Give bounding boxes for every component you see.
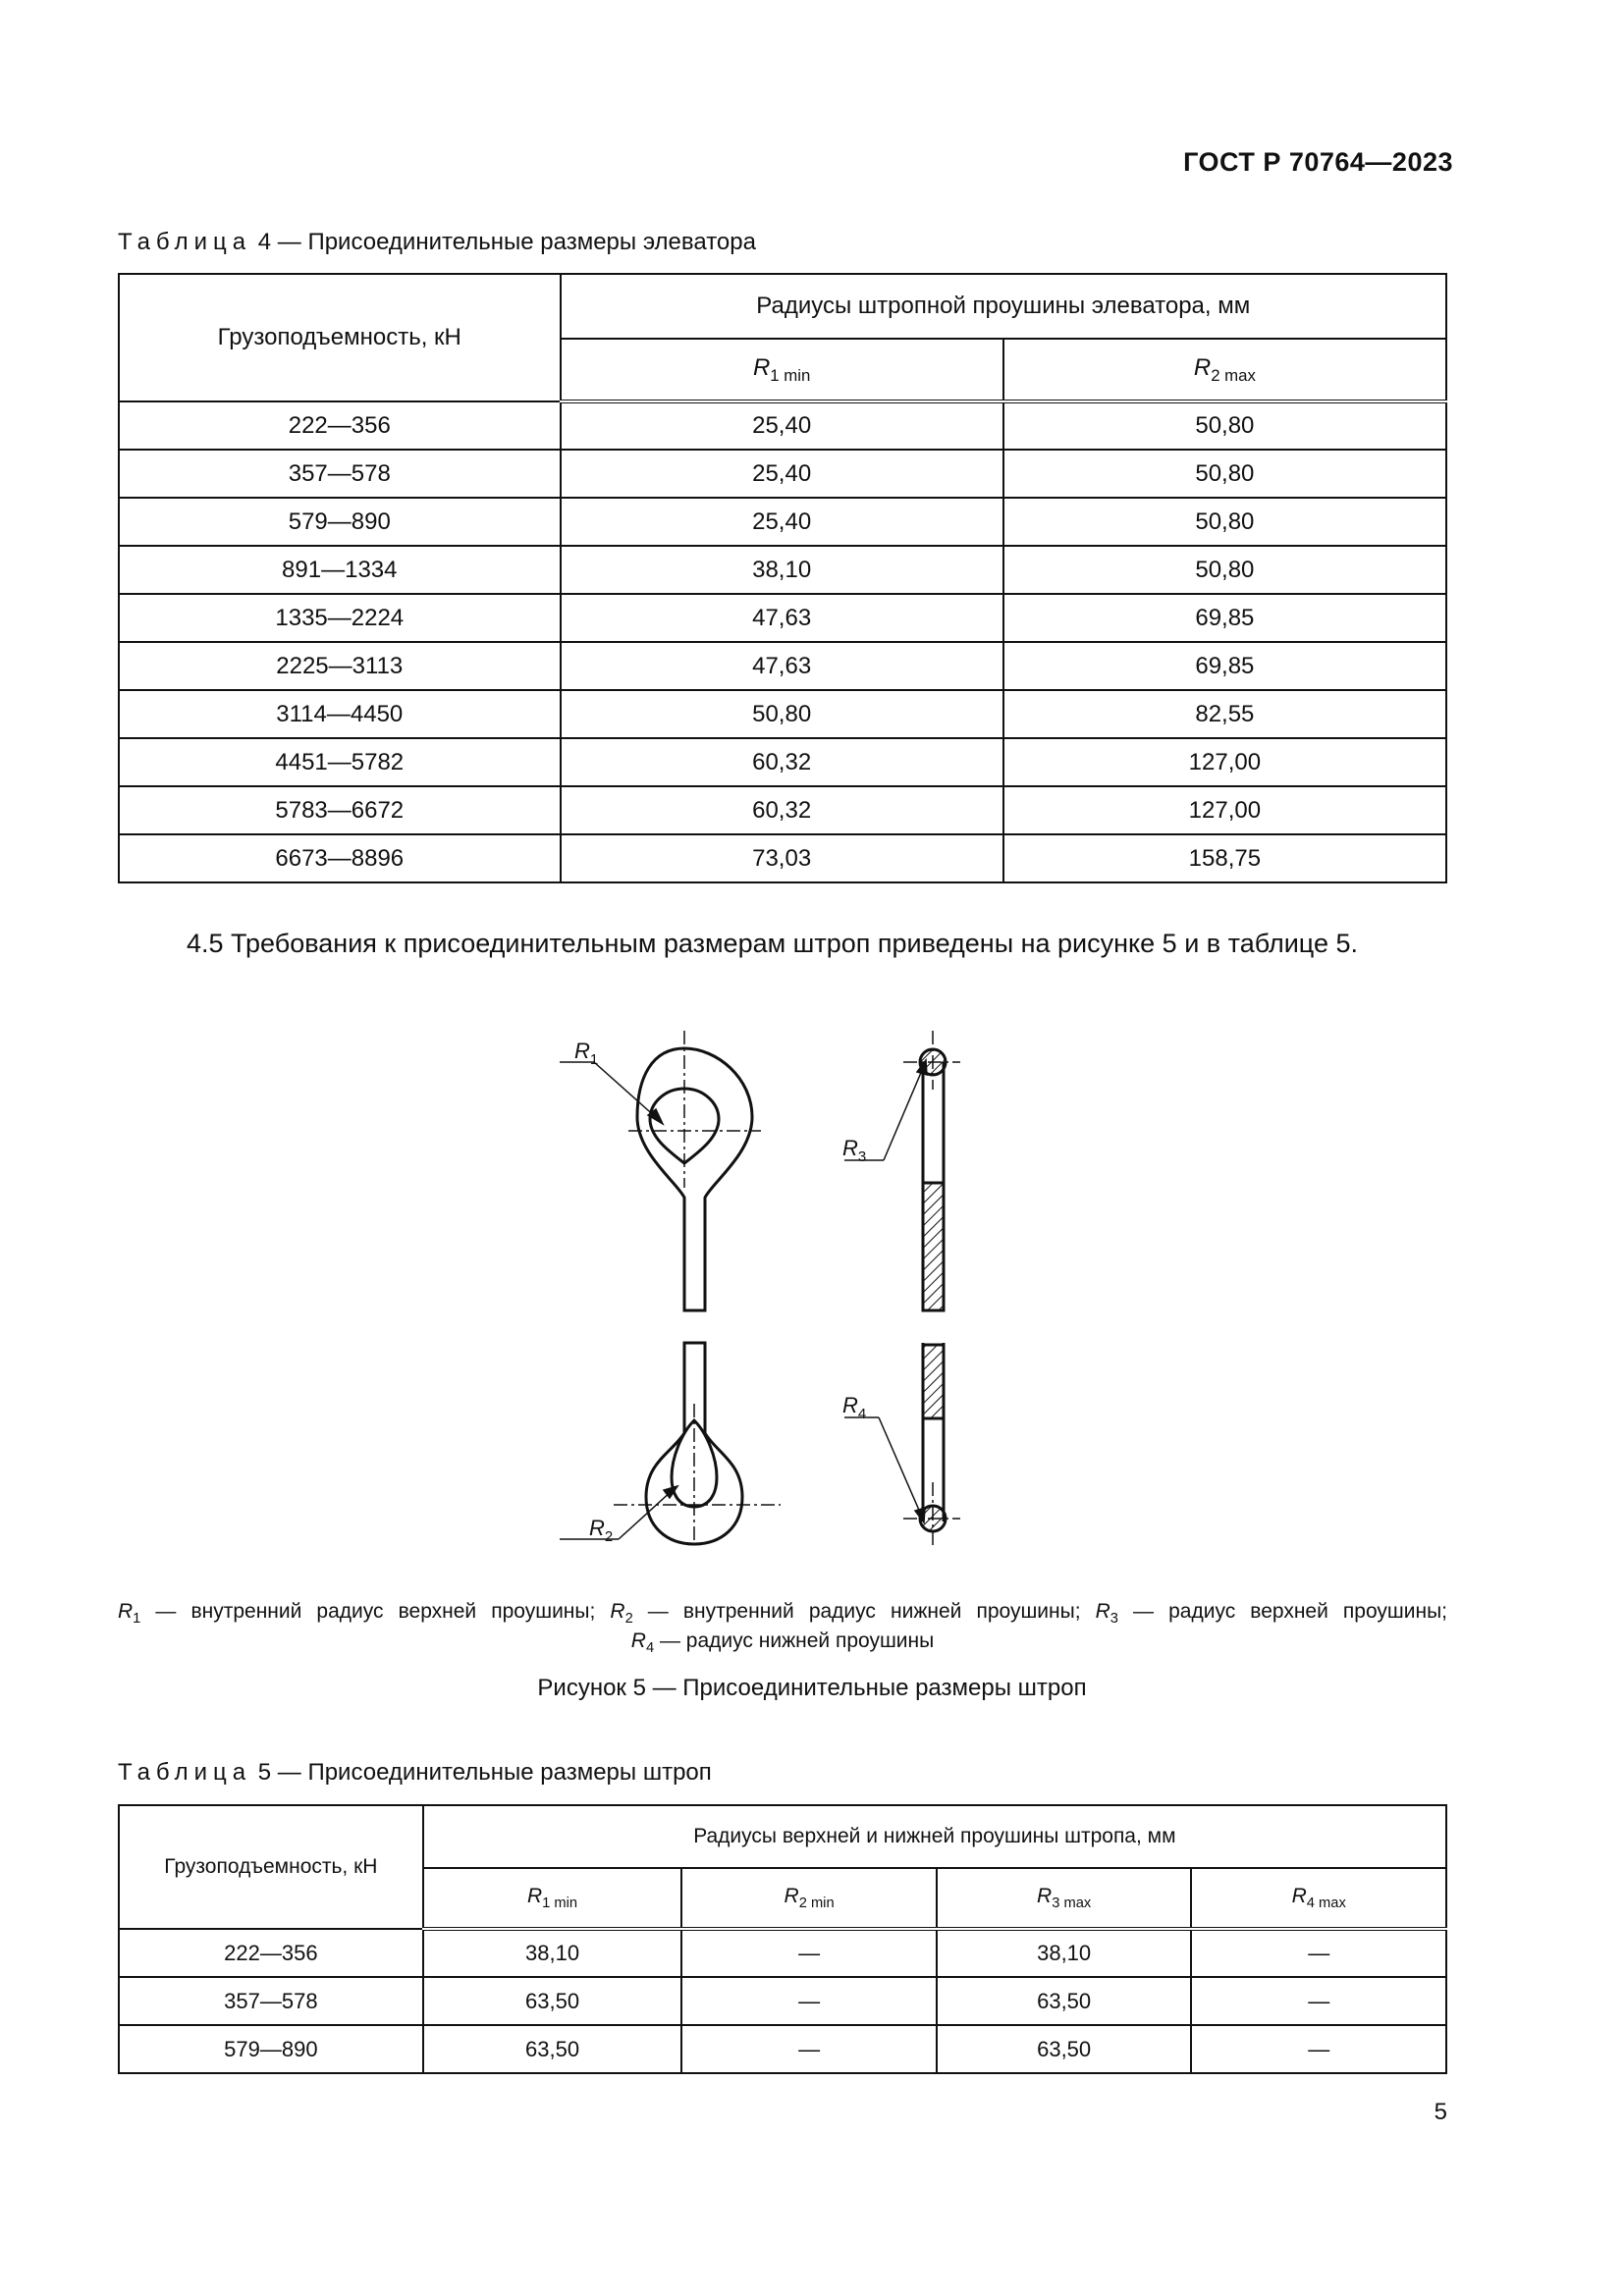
table4-col-capacity-header: Грузоподъемность, кН <box>119 274 561 401</box>
table-row <box>119 1977 1446 2025</box>
table5-caption <box>118 1759 712 1787</box>
upper-link-eye <box>637 1048 752 1310</box>
table4-subheader-r1min: $R_{1 min}$ <box>561 339 1003 401</box>
table5-subheader-r2min: $R_{2 min}$ <box>681 1868 937 1929</box>
figure5-legend-line1: $R_1$ — внутренний радиус верхней проушины; $R_2$ — внутренний радиус нижней проушины; $R_3$ — радиус верхней проушины; <box>118 1600 1447 1628</box>
table-cell: 5783—6672 <box>119 786 561 834</box>
table-cell: — <box>681 2025 937 2073</box>
table-cell: 1335—2224 <box>119 594 561 642</box>
label-r2: $R_2$ <box>589 1516 614 1545</box>
document-id: ГОСТ Р 70764—2023 <box>1183 147 1453 177</box>
table-cell: 579—890 <box>119 2025 423 2073</box>
table-row <box>119 450 1446 498</box>
table-cell: 38,10 <box>423 1929 682 1977</box>
table-cell: 63,50 <box>937 1977 1192 2025</box>
table4 <box>118 273 1447 883</box>
center-lines <box>614 1031 960 1546</box>
table-cell: 222—356 <box>119 401 561 450</box>
table-cell: 25,40 <box>561 401 1003 450</box>
table5-caption-prefix: Таблица <box>118 1759 252 1786</box>
table4-subheader-r2max: $R_{2 max}$ <box>1003 339 1446 401</box>
table-cell: 357—578 <box>119 450 561 498</box>
table-cell: 50,80 <box>561 690 1003 738</box>
table-cell: 579—890 <box>119 498 561 546</box>
table-cell: 69,85 <box>1003 594 1446 642</box>
table5-subheader-r1min: $R_{1 min}$ <box>423 1868 682 1929</box>
table-cell: 60,32 <box>561 786 1003 834</box>
table-row <box>119 498 1446 546</box>
table-cell: 50,80 <box>1003 401 1446 450</box>
table-cell: 127,00 <box>1003 786 1446 834</box>
table-cell: 25,40 <box>561 498 1003 546</box>
table-cell: — <box>1191 1929 1446 1977</box>
table-row <box>119 642 1446 690</box>
table-cell: 38,10 <box>561 546 1003 594</box>
table-cell: — <box>1191 2025 1446 2073</box>
table-row <box>119 834 1446 882</box>
table4-caption-title: 4 — Присоединительные размеры элеватора <box>251 229 756 255</box>
figure5-caption: Рисунок 5 — Присоединительные размеры штроп <box>537 1675 1087 1701</box>
table-row <box>119 2025 1446 2073</box>
table-cell: 222—356 <box>119 1929 423 1977</box>
table-cell: 60,32 <box>561 738 1003 786</box>
table-cell: 127,00 <box>1003 738 1446 786</box>
page-number: 5 <box>1434 2099 1447 2125</box>
table5-caption-title: 5 — Присоединительные размеры штроп <box>251 1759 712 1786</box>
table5 <box>118 1804 1447 2074</box>
table-cell: — <box>1191 1977 1446 2025</box>
figure5-legend-line2: $R_4$ — радиус нижней проушины <box>630 1629 935 1657</box>
figure-labels <box>574 1039 866 1545</box>
table-cell: 82,55 <box>1003 690 1446 738</box>
table-cell: 6673—8896 <box>119 834 561 882</box>
table-cell: 4451—5782 <box>119 738 561 786</box>
table-row <box>119 690 1446 738</box>
table-cell: — <box>681 1977 937 2025</box>
table-cell: 357—578 <box>119 1977 423 2025</box>
leader-lines <box>560 1060 927 1539</box>
table-row <box>119 594 1446 642</box>
table-cell: 69,85 <box>1003 642 1446 690</box>
table-cell: 63,50 <box>423 1977 682 2025</box>
table4-caption-prefix: Таблица <box>118 229 252 255</box>
table-row <box>119 1929 1446 1977</box>
table-cell: 47,63 <box>561 642 1003 690</box>
table5-subheader-r3max: $R_{3 max}$ <box>937 1868 1192 1929</box>
table-cell: 47,63 <box>561 594 1003 642</box>
table-row <box>119 738 1446 786</box>
label-r4: $R_4$ <box>842 1393 867 1422</box>
label-r3: $R_3$ <box>842 1136 867 1165</box>
label-r1: $R_1$ <box>574 1039 599 1068</box>
table-cell: 50,80 <box>1003 498 1446 546</box>
table-row <box>119 401 1446 450</box>
table-cell: 2225—3113 <box>119 642 561 690</box>
table-cell: 63,50 <box>423 2025 682 2073</box>
table-cell: 158,75 <box>1003 834 1446 882</box>
table5-col-capacity-header: Грузоподъемность, кН <box>119 1805 423 1929</box>
table-cell: — <box>681 1929 937 1977</box>
table-cell: 50,80 <box>1003 546 1446 594</box>
table-cell: 38,10 <box>937 1929 1192 1977</box>
table-cell: 50,80 <box>1003 450 1446 498</box>
table-cell: 891—1334 <box>119 546 561 594</box>
table5-group-header: Радиусы верхней и нижней проушины штропа, мм <box>423 1805 1446 1868</box>
table5-subheader-r4max: $R_{4 max}$ <box>1191 1868 1446 1929</box>
table4-caption <box>118 229 756 256</box>
paragraph-4-5: 4.5 Требования к присоединительным размерам штроп приведены на рисунке 5 и в таблице 5. <box>187 929 1358 958</box>
table-cell: 63,50 <box>937 2025 1192 2073</box>
table4-group-header: Радиусы штропной проушины элеватора, мм <box>561 274 1446 339</box>
table-cell: 25,40 <box>561 450 1003 498</box>
table-cell: 3114—4450 <box>119 690 561 738</box>
table-cell: 73,03 <box>561 834 1003 882</box>
side-view-link <box>920 1049 946 1531</box>
table-row <box>119 786 1446 834</box>
table-row <box>119 546 1446 594</box>
figure5-drawing <box>550 1021 1001 1561</box>
